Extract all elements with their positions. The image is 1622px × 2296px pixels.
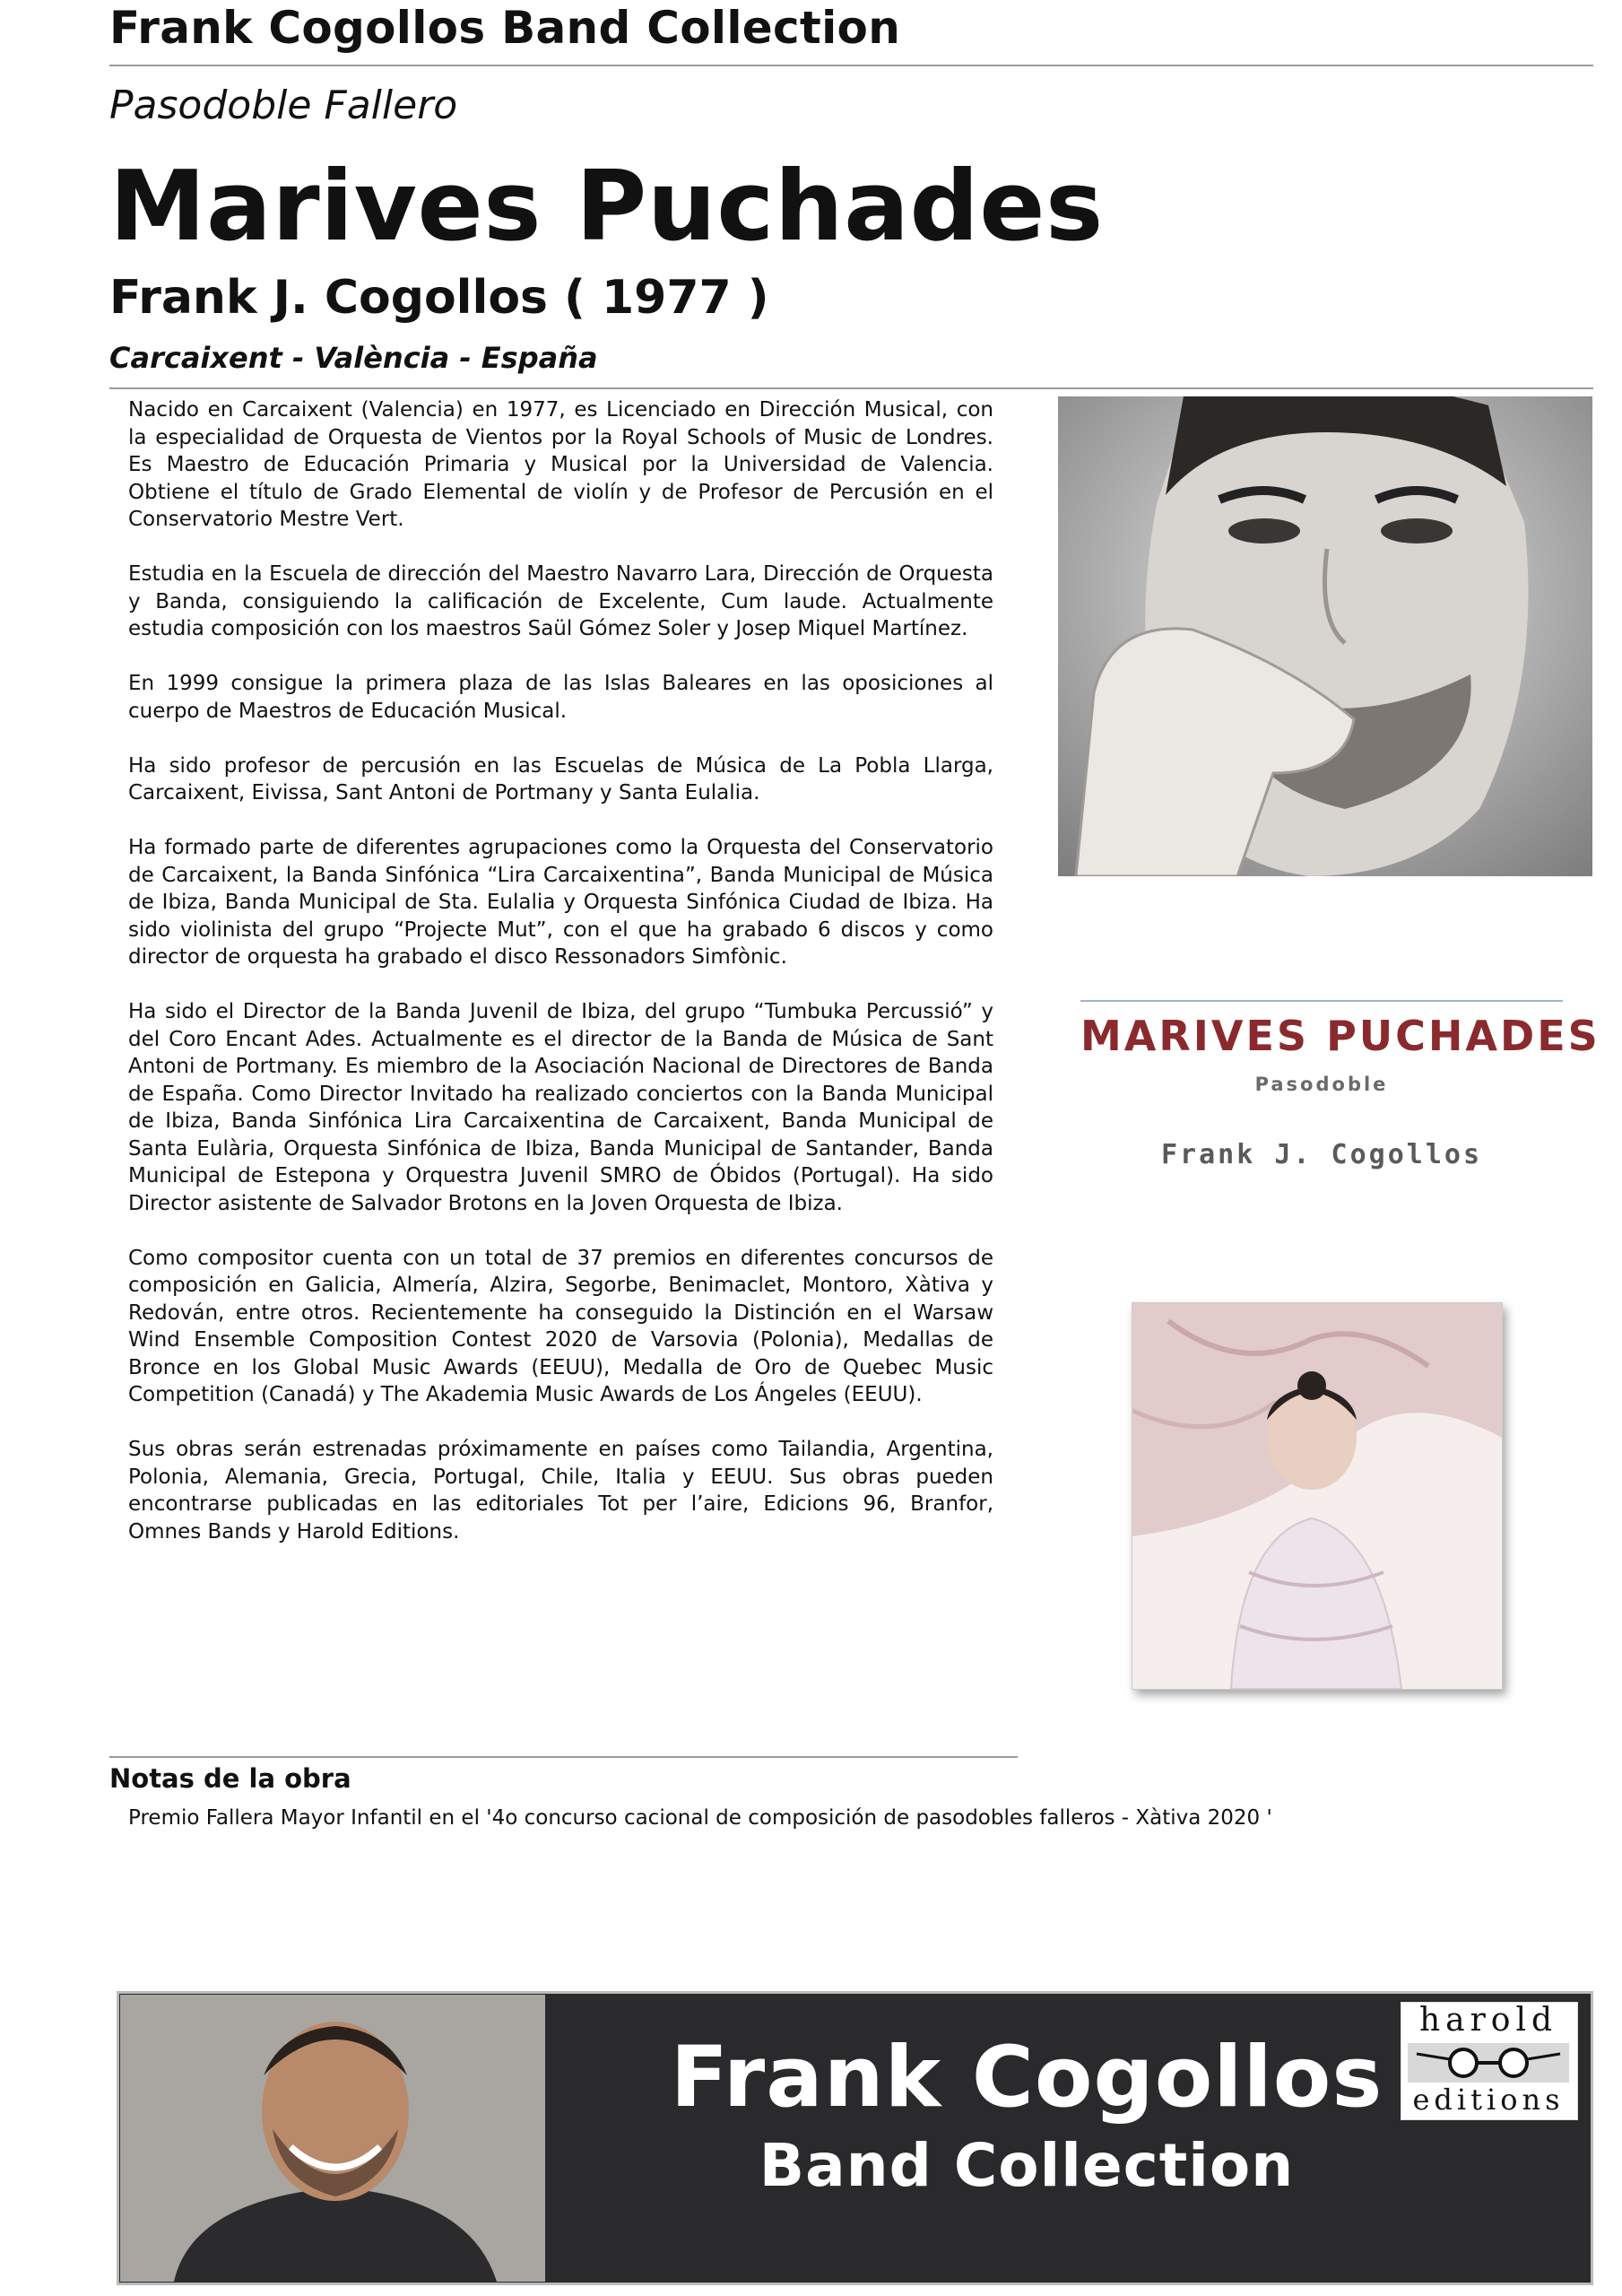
biography — [128, 396, 993, 1545]
cover-divider — [1080, 1000, 1563, 1002]
bio-paragraph: Sus obras serán estrenadas próximamente en países como Tailandia, Argentina, Polonia, Alemania, Grecia, Portugal, Chile, Italia y EEUU. Sus obras pueden encontrarse publicadas en las editoriales Tot per l’aire, Edicions 96, Branfor, Omnes Bands y Harold Editions. — [128, 1438, 993, 1544]
work-title: Marives Puchades — [109, 151, 1104, 263]
composer-name: Frank J. Cogollos ( 1977 ) — [109, 271, 769, 325]
cover-title: MARIVES PUCHADES — [1080, 1012, 1600, 1060]
publisher-logo-top: harold — [1418, 2002, 1558, 2039]
bio-paragraph: Ha sido profesor de percusión en las Escuelas de Música de La Pobla Llarga, Carcaixent, Eivissa, Sant Antoni de Portmany y Santa Eulalia. — [128, 753, 993, 804]
notes-heading: Notas de la obra — [109, 1763, 351, 1794]
genre-label: Pasodoble Fallero — [109, 83, 458, 128]
footer-subtitle: Band Collection — [759, 2131, 1295, 2200]
cover-subtitle: Pasodoble — [1254, 1074, 1389, 1095]
cover-fallera-photo — [1132, 1302, 1503, 1690]
footer-name: Frank Cogollos — [670, 2029, 1383, 2126]
composer-origin: Carcaixent - València - España — [109, 341, 598, 375]
footer-composer-photo — [120, 1995, 545, 2282]
divider — [109, 65, 1593, 66]
bio-paragraph: Ha formado parte de diferentes agrupaciones como la Orquesta del Conservatorio de Carcaixent, la Banda Sinfónica “Lira Carcaixentina”, Banda Municipal de Música de Ibiza, Banda Municipal de Sta. Eulalia y Orquesta Sinfónica Ciudad de Ibiza. Ha sido violinista del grupo “Projecte Mut”, con el que ha grabado 6 discos y como director de orquesta ha grabado el disco Ressonadors Simfònic. — [128, 836, 993, 969]
divider — [109, 1756, 1018, 1758]
publisher-logo-bottom: editions — [1412, 2083, 1565, 2117]
bio-paragraph: Nacido en Carcaixent (Valencia) en 1977, es Licenciado en Dirección Musical, con la especialidad de Orquesta de Vientos por la Royal Schools of Music de Londres. Es Maestro de Educación Primaria y Musical por la Universidad de Valencia. Obtiene el título de Grado Elemental de violín y de Profesor de Percusión en el Conservatorio Mestre Vert. — [128, 398, 993, 531]
bio-paragraph: Ha sido el Director de la Banda Juvenil de Ibiza, del grupo “Tumbuka Percussió” y del Coro Encant Ades. Actualmente es el director de la Banda de Música de Sant Antoni de Portmany. Es miembro de la Asociación Nacional de Directores de Banda de España. Como Director Invitado ha realizado conciertos con la Banda Municipal de Ibiza, Banda Sinfónica Lira Carcaixentina de Carcaixent, Banda Municipal de Santa Eulària, Orquesta Sinfónica de Ibiza, Banda Municipal de Santander, Banda Municipal de Estepona y Orquestra Juvenil SMRO de Óbidos (Portugal). Ha sido Director asistente de Salvador Brotons en la Joven Orquesta de Ibiza. — [128, 1000, 993, 1215]
composer-portrait-photo — [1058, 396, 1592, 876]
divider — [109, 387, 1593, 389]
glasses-icon — [1408, 2043, 1569, 2083]
bio-paragraph: Como compositor cuenta con un total de 37 premios en diferentes concursos de composición en Galicia, Almería, Alzira, Segorbe, Benimaclet, Montoro, Xàtiva y Redován, entre otros. Recientemente ha conseguido la Distinción en el Warsaw Wind Ensemble Composition Contest 2020 de Varsovia (Polonia), Medallas de Bronce en los Global Music Awards (EEUU), Medalla de Oro de Quebec Music Competition (Canadá) y The Akademia Music Awards de Los Ángeles (EEUU). — [128, 1246, 993, 1406]
notes-text: Premio Fallera Mayor Infantil en el '4o concurso cacional de composición de pasodobles falleros - Xàtiva 2020 ' — [128, 1806, 1272, 1830]
cover-author: Frank J. Cogollos — [1160, 1139, 1483, 1170]
series-title: Frank Cogollos Band Collection — [109, 2, 901, 54]
bio-paragraph: Estudia en la Escuela de dirección del Maestro Navarro Lara, Dirección de Orquesta y Banda, consiguiendo la calificación de Excelente, Cum laude. Actualmente estudia composición con los maestros Saül Gómez Soler y Josep Miquel Martínez. — [128, 562, 993, 640]
bio-paragraph: En 1999 consigue la primera plaza de las Islas Baleares en las oposiciones al cuerpo de Maestros de Educación Musical. — [128, 672, 993, 723]
